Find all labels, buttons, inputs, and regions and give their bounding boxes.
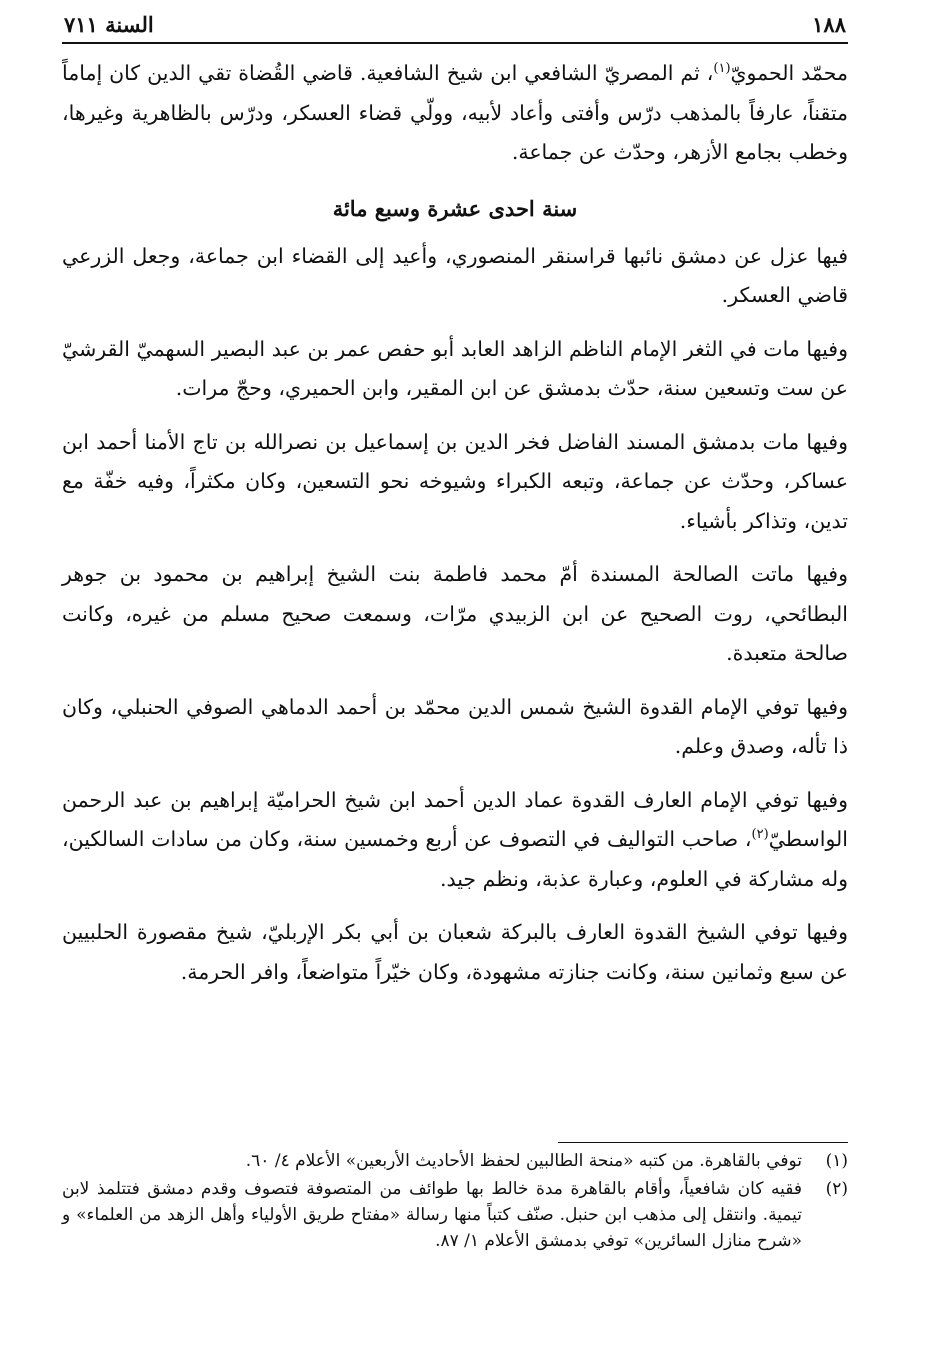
- paragraph-dismissal: فيها عزل عن دمشق نائبها قراسنقر المنصوري، وأعيد إلى القضاء ابن جماعة، وجعل الزرعي قاضي العسكر.: [62, 243, 848, 307]
- intro-text-start: محمّد الحمويّ: [730, 61, 848, 85]
- footnote-number: (١): [825, 1151, 848, 1171]
- footnote-divider: [558, 1142, 848, 1143]
- paragraph-fatima: وفيها ماتت الصالحة المسندة أمّ محمد فاطمة بنت الشيخ إبراهيم بن محمود بن جوهر البطائحي، روت الصحيح عن ابن الزبيدي مرّات، وسمعت صحيح مسلم من غيره، وكانت صالحة متعبدة.: [62, 562, 848, 665]
- wasiti-text-end: ، صاحب التواليف في التصوف عن أربع وخمسين سنة، وكان من سادات السالكين، وله مشاركة في العلوم، وعبارة عذبة، ونظم جيد.: [62, 827, 848, 891]
- footnote-number: (٢): [825, 1179, 848, 1199]
- paragraph-damahi: وفيها توفي الإمام القدوة الشيخ شمس الدين محمّد بن أحمد الدماهي الصوفي الحنبلي، وكان ذا تأله، وصدق وعلم.: [62, 694, 848, 758]
- header-divider: [62, 42, 848, 44]
- main-text: [62, 54, 848, 992]
- paragraph-ibn-asakir: وفيها مات بدمشق المسند الفاضل فخر الدين بن إسماعيل بن نصرالله بن تاج الأمنا أحمد ابن عساكر، وحدّث عن جماعة، وتبعه الكبراء وشيوخه نحو التسعين، وكان مكثراً، وفيه خفّة مع تدين، وتذاكر بأشياء.: [62, 429, 848, 533]
- footnote-1: [62, 1148, 848, 1174]
- running-title: السنة ٧١١: [64, 12, 154, 37]
- footnote-text: توفي بالقاهرة. من كتبه «منحة الطالبين لحفظ الأحاديث الأربعين» الأعلام ٤/ ٦٠.: [245, 1151, 802, 1171]
- footnote-text: فقيه كان شافعياً، وأقام بالقاهرة مدة خالط بها طوائف من المتصوفة فتصوف وقدم دمشق فتتلمذ لابن تيمية. وانتقل إلى مذهب ابن حنبل. صنّف كتباً منها رسالة «مفتاح طريق الأولياء وأهل الزهد من العلماء» و «شرح منازل السائرين» توفي بدمشق الأعلام ١/ ٨٧.: [62, 1179, 802, 1251]
- intro-paragraph: [62, 54, 848, 173]
- paragraph-irbili: وفيها توفي الشيخ القدوة العارف بالبركة شعبان بن أبي بكر الإربليّ، شيخ مقصورة الحلبيين عن سبع وثمانين سنة، وكانت جنازته مشهودة، وكان خيّراً متواضعاً، وافر الحرمة.: [62, 920, 848, 984]
- book-page: [62, 12, 848, 1251]
- paragraph-wasiti: [62, 781, 848, 900]
- footnote-2: [62, 1176, 848, 1254]
- footnote-marker-1[interactable]: (١): [713, 61, 731, 77]
- footnote-marker-2[interactable]: (٢): [751, 827, 769, 843]
- section-title: سنة احدى عشرة وسبع مائة: [332, 195, 578, 221]
- intro-text-end: ، ثم المصريّ الشافعي ابن شيخ الشافعية. قاضي القُضاة تقي الدين كان إماماً متقناً، عارفاً بالمذهب درّس وأفتى وأعاد لأبيه، وولّي قضاء العسكر، ودرّس بالظاهرية وغيرها، وخطب بجامع الأزهر، وحدّث عن جماعة.: [62, 61, 848, 164]
- page-header: [62, 12, 848, 40]
- paragraph-abu-hafs: وفيها مات في الثغر الإمام الناظم الزاهد العابد أبو حفص عمر بن عبد البصير السهميّ القرشيّ عن ست وتسعين سنة، حدّث بدمشق عن ابن المقير، وابن الحميري، وحجّ مرات.: [62, 336, 848, 400]
- page-number: ١٨٨: [812, 12, 846, 37]
- wasiti-text-start: وفيها توفي الإمام العارف القدوة عماد الدين أحمد ابن شيخ الحراميّة إبراهيم بن عبد الرحمن الواسطيّ: [62, 787, 848, 851]
- footnotes: [62, 1148, 848, 1256]
